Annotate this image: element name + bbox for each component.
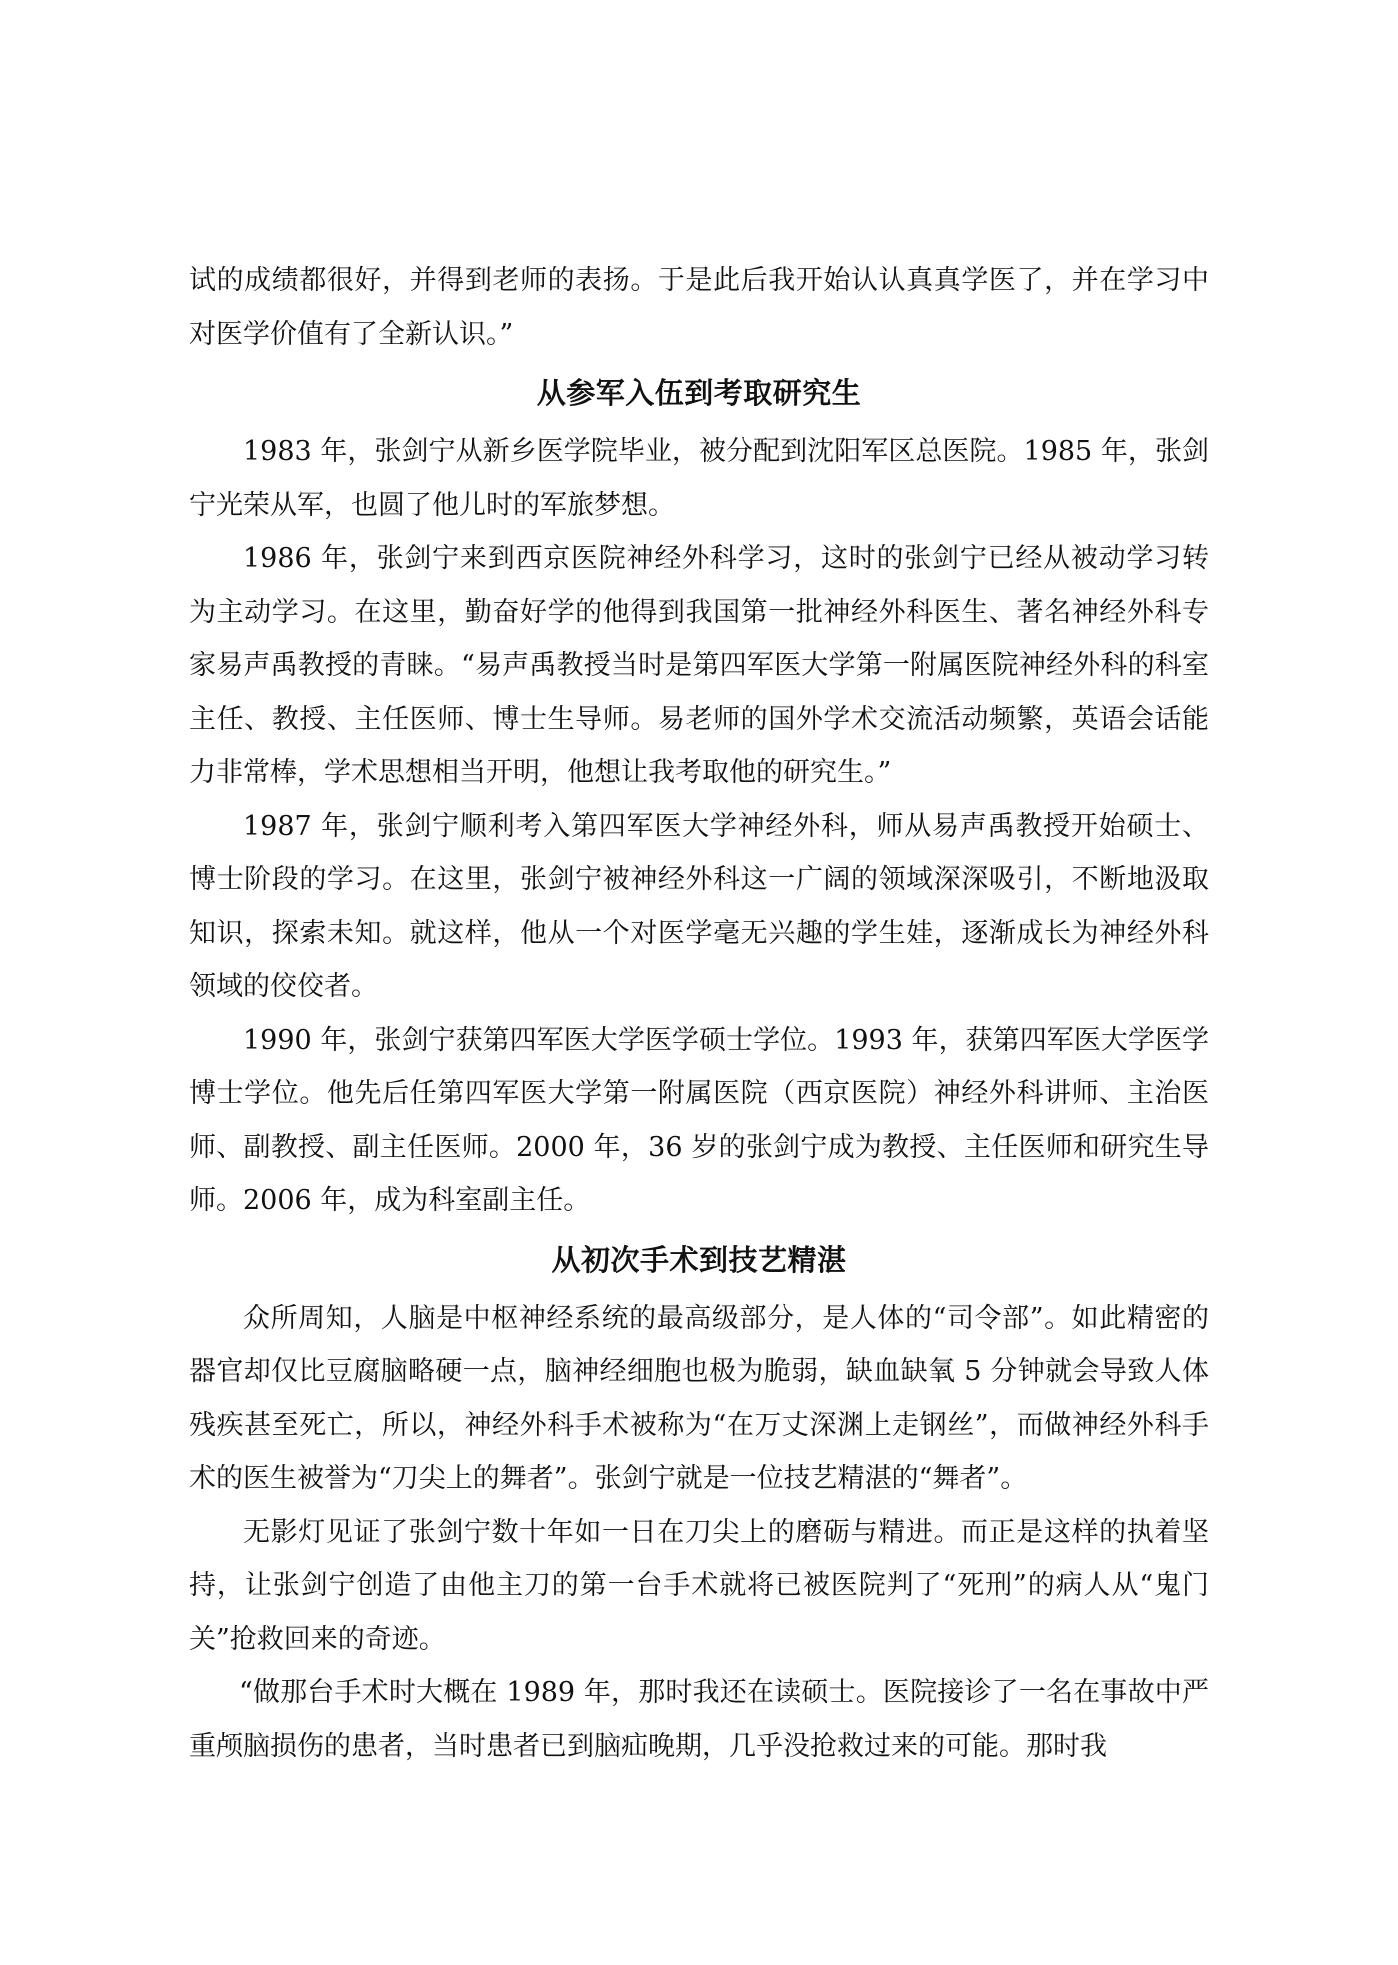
section1-paragraph: 1983 年，张剑宁从新乡医学院毕业，被分配到沈阳军区总医院。1985 年，张剑宁光荣从军，也圆了他儿时的军旅梦想。 xyxy=(189,436,1209,521)
document-body xyxy=(189,254,1209,1773)
intro-paragraph: 试的成绩都很好，并得到老师的表扬。于是此后我开始认认真真学医了，并在学习中对医学价值有了全新认识。” xyxy=(189,265,1209,350)
section-heading-first-surgery-to-mastery: 从初次手术到技艺精湛 xyxy=(551,1242,847,1277)
section1-paragraph: 1987 年，张剑宁顺利考入第四军医大学神经外科，师从易声禹教授开始硕士、博士阶段的学习。在这里，张剑宁被神经外科这一广阔的领域深深吸引，不断地汲取知识，探索未知。就这样，他从一个对医学毫无兴趣的学生娃，逐渐成长为神经外科领域的佼佼者。 xyxy=(189,810,1209,1002)
section2-paragraph: 众所周知，人脑是中枢神经系统的最高级部分，是人体的“司令部”。如此精密的器官却仅比豆腐脑略硬一点，脑神经细胞也极为脆弱，缺血缺氧 5 分钟就会导致人体残疾甚至死亡，所以，神经外科手术被称为“在万丈深渊上走钢丝”，而做神经外科手术的医生被誉为“刀尖上的舞者”。张剑宁就是一位技艺精湛的“舞者”。 xyxy=(189,1302,1209,1494)
section1-paragraph: 1990 年，张剑宁获第四军医大学医学硕士学位。1993 年，获第四军医大学医学博士学位。他先后任第四军医大学第一附属医院（西京医院）神经外科讲师、主治医师、副教授、副主任医师。2000 年，36 岁的张剑宁成为教授、主任医师和研究生导师。2006 年，成为科室副主任。 xyxy=(189,1024,1209,1216)
section2-paragraph: 无影灯见证了张剑宁数十年如一日在刀尖上的磨砺与精进。而正是这样的执着坚持，让张剑宁创造了由他主刀的第一台手术就将已被医院判了“死刑”的病人从“鬼门关”抢救回来的奇迹。 xyxy=(189,1516,1209,1655)
section-heading-military-to-graduate: 从参军入伍到考取研究生 xyxy=(536,376,862,410)
section2-paragraph: “做那台手术时大概在 1989 年，那时我还在读硕士。医院接诊了一名在事故中严重颅脑损伤的患者，当时患者已到脑疝晚期，几乎没抢救过来的可能。那时我 xyxy=(189,1677,1209,1762)
section1-paragraph: 1986 年，张剑宁来到西京医院神经外科学习，这时的张剑宁已经从被动学习转为主动学习。在这里，勤奋好学的他得到我国第一批神经外科医生、著名神经外科专家易声禹教授的青睐。“易声禹教授当时是第四军医大学第一附属医院神经外科的科室主任、教授、主任医师、博士生导师。易老师的国外学术交流活动频繁，英语会话能力非常棒，学术思想相当开明，他想让我考取他的研究生。” xyxy=(189,543,1209,788)
